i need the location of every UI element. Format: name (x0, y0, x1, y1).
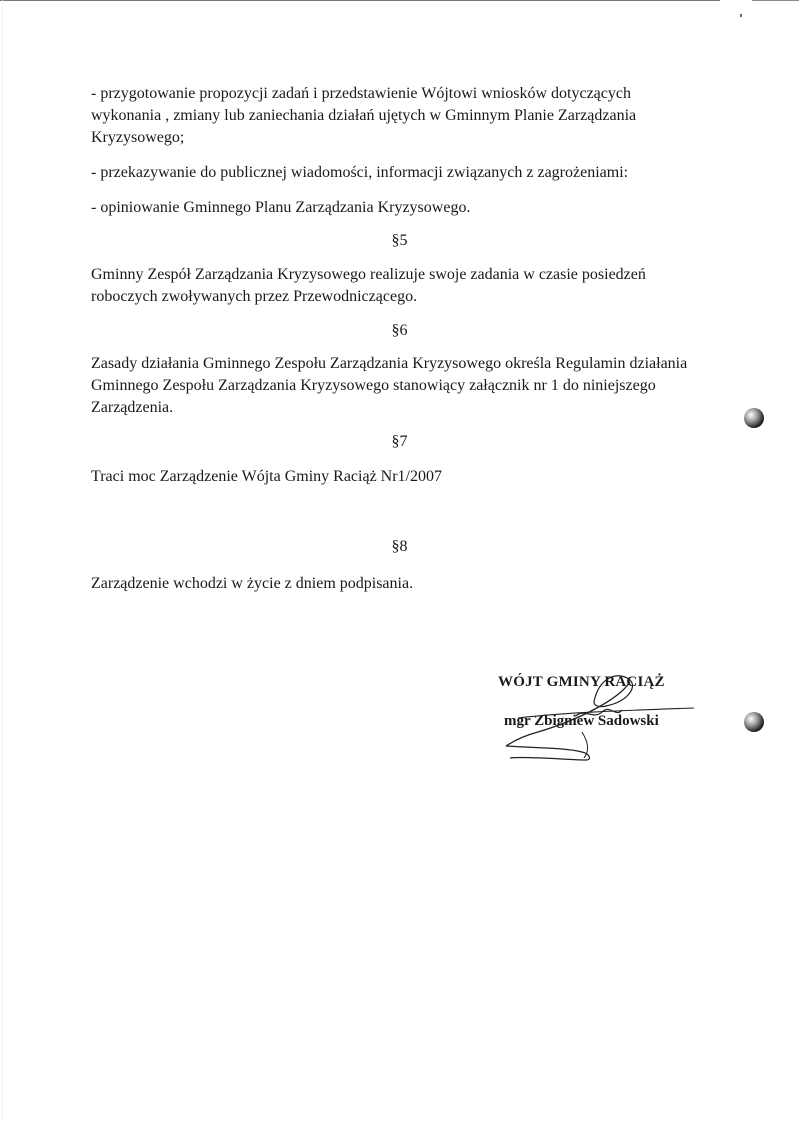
duty-public-information: - przekazywanie do publicznej wiadomości, informacji związanych z zagrożeniami: (91, 164, 629, 181)
punch-hole-icon (744, 408, 764, 428)
section-6-heading: §6 (391, 322, 408, 339)
section-5-heading: §5 (391, 232, 408, 249)
scan-speck (740, 14, 742, 17)
section-6-line-3: Zarządzenia. (91, 399, 174, 416)
section-8-heading: §8 (391, 538, 408, 555)
signature-block (498, 672, 718, 772)
section-5-line-2: roboczych zwoływanych przez Przewodniczącego. (91, 288, 418, 305)
scan-border-top (0, 0, 720, 1)
section-6-line-2: Gminnego Zespołu Zarządzania Kryzysowego stanowiący załącznik nr 1 do niniejszego (91, 377, 656, 394)
section-5-line-1: Gminny Zespół Zarządzania Kryzysowego realizuje swoje zadania w czasie posiedzeń (91, 266, 646, 283)
scan-border-top-right (752, 0, 799, 1)
section-8-text: Zarządzenie wchodzi w życie z dniem podpisania. (91, 575, 414, 592)
scan-edge-left (2, 0, 3, 1122)
signature-title: WÓJT GMINY RACIĄŻ (498, 674, 665, 690)
section-7-text: Traci moc Zarządzenie Wójta Gminy Raciąż Nr1/2007 (91, 468, 442, 485)
duty-proposals-line-2: wykonania , zmiany lub zaniechania działań ujętych w Gminnym Planie Zarządzania (91, 107, 637, 124)
section-6-line-1: Zasady działania Gminnego Zespołu Zarządzania Kryzysowego określa Regulamin działania (91, 355, 688, 372)
duty-proposals-line-1: - przygotowanie propozycji zadań i przedstawienie Wójtowi wniosków dotyczących (91, 85, 631, 102)
punch-hole-icon (744, 712, 764, 732)
section-7-heading: §7 (391, 433, 408, 450)
signature-name: mgr Zbigniew Sadowski (504, 713, 659, 729)
duty-plan-opinion: - opiniowanie Gminnego Planu Zarządzania Kryzysowego. (91, 199, 471, 216)
duty-proposals-line-3: Kryzysowego; (91, 129, 185, 146)
